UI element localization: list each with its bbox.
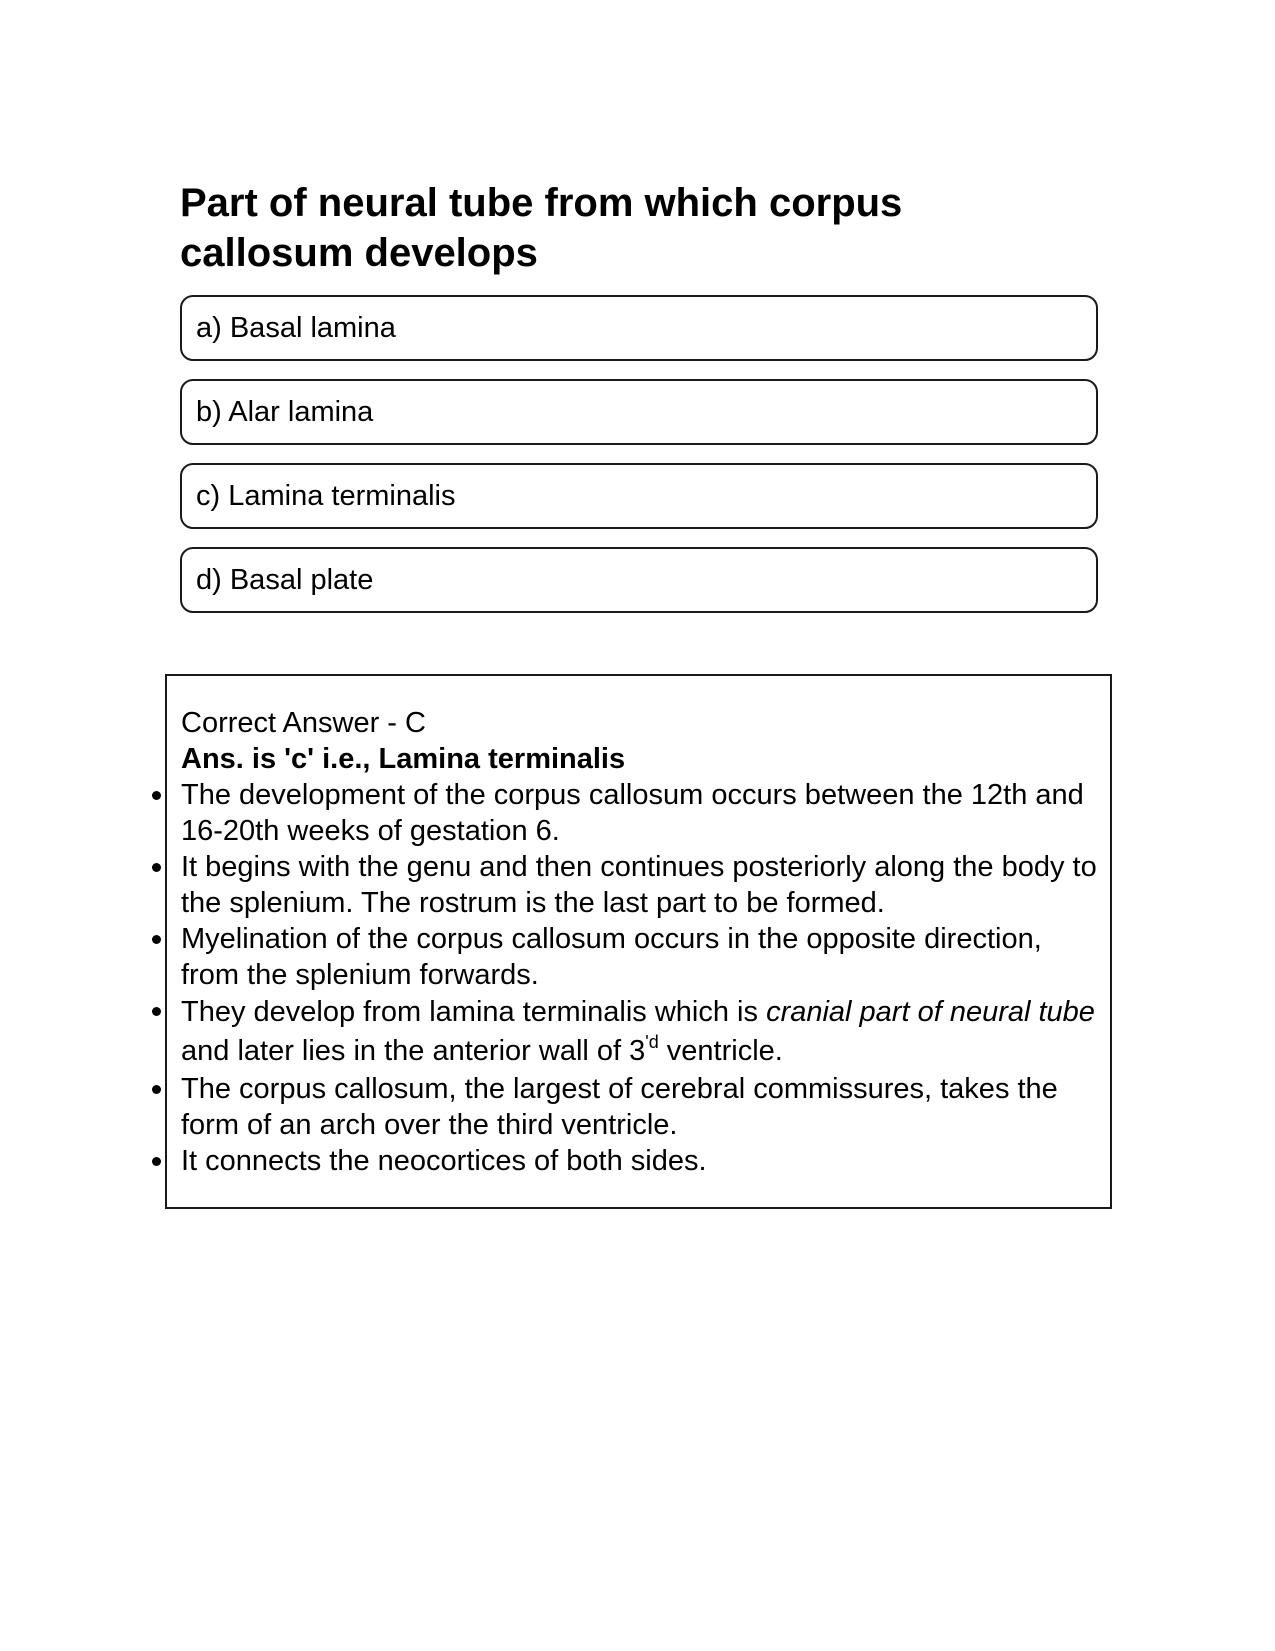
option-c[interactable]: c) Lamina terminalis <box>180 463 1098 529</box>
option-a[interactable]: a) Basal lamina <box>180 295 1098 361</box>
ordinal-superscript: 'd <box>645 1032 659 1052</box>
explanation-list <box>181 777 1101 1179</box>
explanation-bullet: It begins with the genu and then continues posteriorly along the body to the splenium. The rostrum is the last part to be formed. <box>181 849 1101 921</box>
question-title: Part of neural tube from which corpus callosum develops <box>180 181 903 275</box>
bullet-text: ventricle. <box>658 1035 783 1067</box>
correct-answer-label: Correct Answer - C <box>181 707 426 739</box>
explanation-bullet: Myelination of the corpus callosum occurs in the opposite direction, from the splenium forwards. <box>181 921 1101 993</box>
explanation-bullet <box>181 993 1101 1071</box>
explanation-bullet: It connects the neocortices of both sides. <box>181 1143 1101 1179</box>
bullet-text: They develop from lamina terminalis which is <box>181 996 767 1028</box>
bullet-text: and later lies in the anterior wall of 3 <box>181 1035 646 1067</box>
bullet-italic-text: cranial part of neural tube <box>766 996 1095 1028</box>
option-b[interactable]: b) Alar lamina <box>180 379 1098 445</box>
answer-heading: Ans. is 'c' i.e., Lamina terminalis <box>181 743 626 775</box>
explanation-bullet: The corpus callosum, the largest of cerebral commissures, takes the form of an arch over the third ventricle. <box>181 1071 1101 1143</box>
explanation-bullet: The development of the corpus callosum occurs between the 12th and 16-20th weeks of gestation 6. <box>181 777 1101 849</box>
option-d[interactable]: d) Basal plate <box>180 547 1098 613</box>
answer-content <box>181 705 1101 1179</box>
